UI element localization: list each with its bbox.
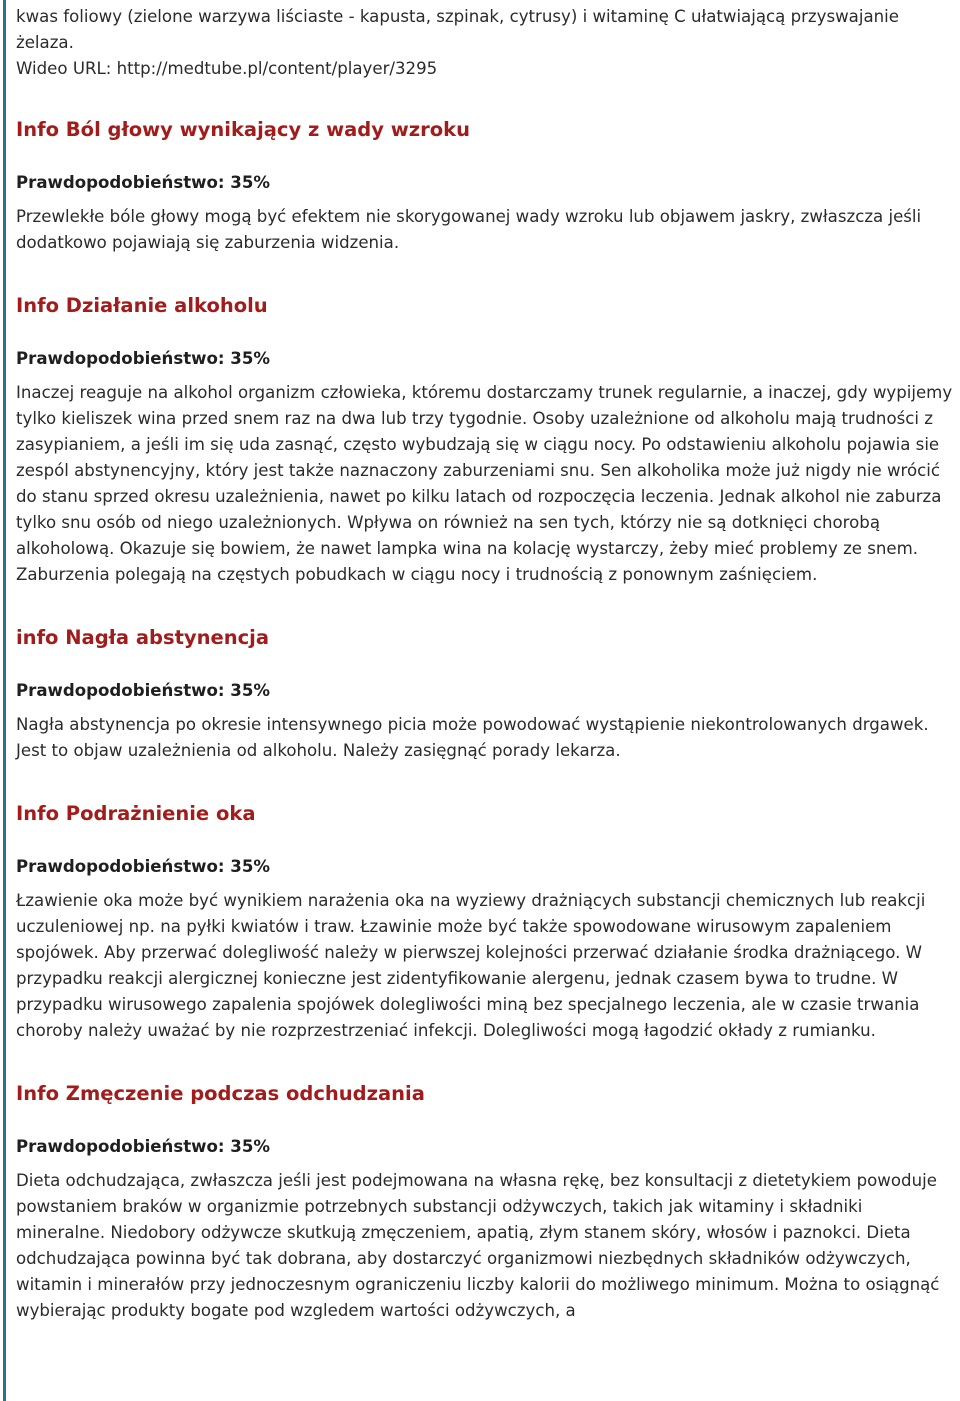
section-body: Inaczej reaguje na alkohol organizm człowieka, któremu dostarczamy trunek regularnie, a inaczej, gdy wypijemy tylko kieliszek wina przed snem raz na dwa lub trzy tygodnie. Osoby uzależnione od alkoholu mają trudności z zasypianiem, a jeśli im się uda zasnąć, często wybudzają się w ciągu nocy. Po odstawieniu alkoholu pojawia sie zespól abstynencyjny, który jest także naznaczony zaburzeniami snu. Sen alkoholika może już nigdy nie wrócić do stanu sprzed okresu uzależnienia, nawet po kilku latach od rozpoczęcia leczenia. Jednak alkohol nie zaburza tylko snu osób od niego uzależnionych. Wpływa on również na sen tych, którzy nie są dotknięci chorobą alkoholową. Okazuje się bowiem, że nawet lampka wina na kolację wystarczy, żeby mieć problemy ze snem. Zaburzenia polegają na częstych pobudkach w ciągu nocy i trudnością z ponownym zaśnięciem. [16, 383, 953, 584]
info-section-diet-fatigue [16, 1080, 956, 1324]
video-url: Wideo URL: http://medtube.pl/content/player/3295 [16, 59, 438, 78]
section-title: Info Zmęczenie podczas odchudzania [16, 1082, 425, 1105]
intro-text: kwas foliowy (zielone warzywa liściaste - kapusta, szpinak, cytrusy) i witaminę C ułatwiającą przyswajanie żelaza. [16, 7, 899, 52]
info-section-eye-irritation [16, 800, 956, 1044]
section-body: Dieta odchudzająca, zwłaszcza jeśli jest podejmowana na własna rękę, bez konsultacji z dietetykiem powoduje powstaniem braków w organizmie potrzebnych substancji odżywczych, takich jak witaminy i składniki mineralne. Niedobory odżywcze skutkują zmęczeniem, apatią, złym stanem skóry, włosów i paznokci. Dieta odchudzająca powinna być tak dobrana, aby dostarczyć organizmowi niezbędnych składników odżywczych, witamin i minerałów przy jednoczesnym ograniczeniu liczby kalorii do możliwego minimum. Można to osiągnąć wybierając produkty bogate pod wzgledem wartości odżywczych, a [16, 1171, 940, 1320]
intro-block [16, 4, 956, 82]
probability-label: Prawdopodobieństwo: 35% [16, 857, 271, 876]
section-body: Łzawienie oka może być wynikiem narażenia oka na wyziewy drażniących substancji chemicznych lub reakcji uczuleniowej np. na pyłki kwiatów i traw. Łzawinie może być także spowodowane wirusowym zapaleniem spojówek. Aby przerwać dolegliwość należy w pierwszej kolejności przerwać działanie środka drażniącego. W przypadku reakcji alergicznej konieczne jest zidentyfikowanie alergenu, jednak czasem bywa to trudne. W przypadku wirusowego zapalenia spojówek dolegliwości miną bez specjalnego leczenia, ale w czasie trwania choroby należy uważać by nie rozprzestrzeniać infekcji. Dolegliwości mogą łagodzić okłady z rumianku. [16, 891, 926, 1040]
info-section-abstinence [16, 624, 956, 764]
info-section-alcohol [16, 292, 956, 588]
section-title: Info Działanie alkoholu [16, 294, 268, 317]
section-body: Przewlekłe bóle głowy mogą być efektem nie skorygowanej wady wzroku lub objawem jaskry, zwłaszcza jeśli dodatkowo pojawiają się zaburzenia widzenia. [16, 207, 922, 252]
document-content [16, 4, 956, 1360]
section-title: info Nagła abstynencja [16, 626, 270, 649]
info-section-headache [16, 116, 956, 256]
probability-label: Prawdopodobieństwo: 35% [16, 173, 271, 192]
section-title: Info Ból głowy wynikający z wady wzroku [16, 118, 470, 141]
probability-label: Prawdopodobieństwo: 35% [16, 681, 271, 700]
probability-label: Prawdopodobieństwo: 35% [16, 1137, 271, 1156]
section-body: Nagła abstynencja po okresie intensywnego picia może powodować wystąpienie niekontrolowanych drgawek. Jest to objaw uzależnienia od alkoholu. Należy zasięgnąć porady lekarza. [16, 715, 929, 760]
left-border-rule [3, 0, 6, 1401]
section-title: Info Podrażnienie oka [16, 802, 256, 825]
probability-label: Prawdopodobieństwo: 35% [16, 349, 271, 368]
